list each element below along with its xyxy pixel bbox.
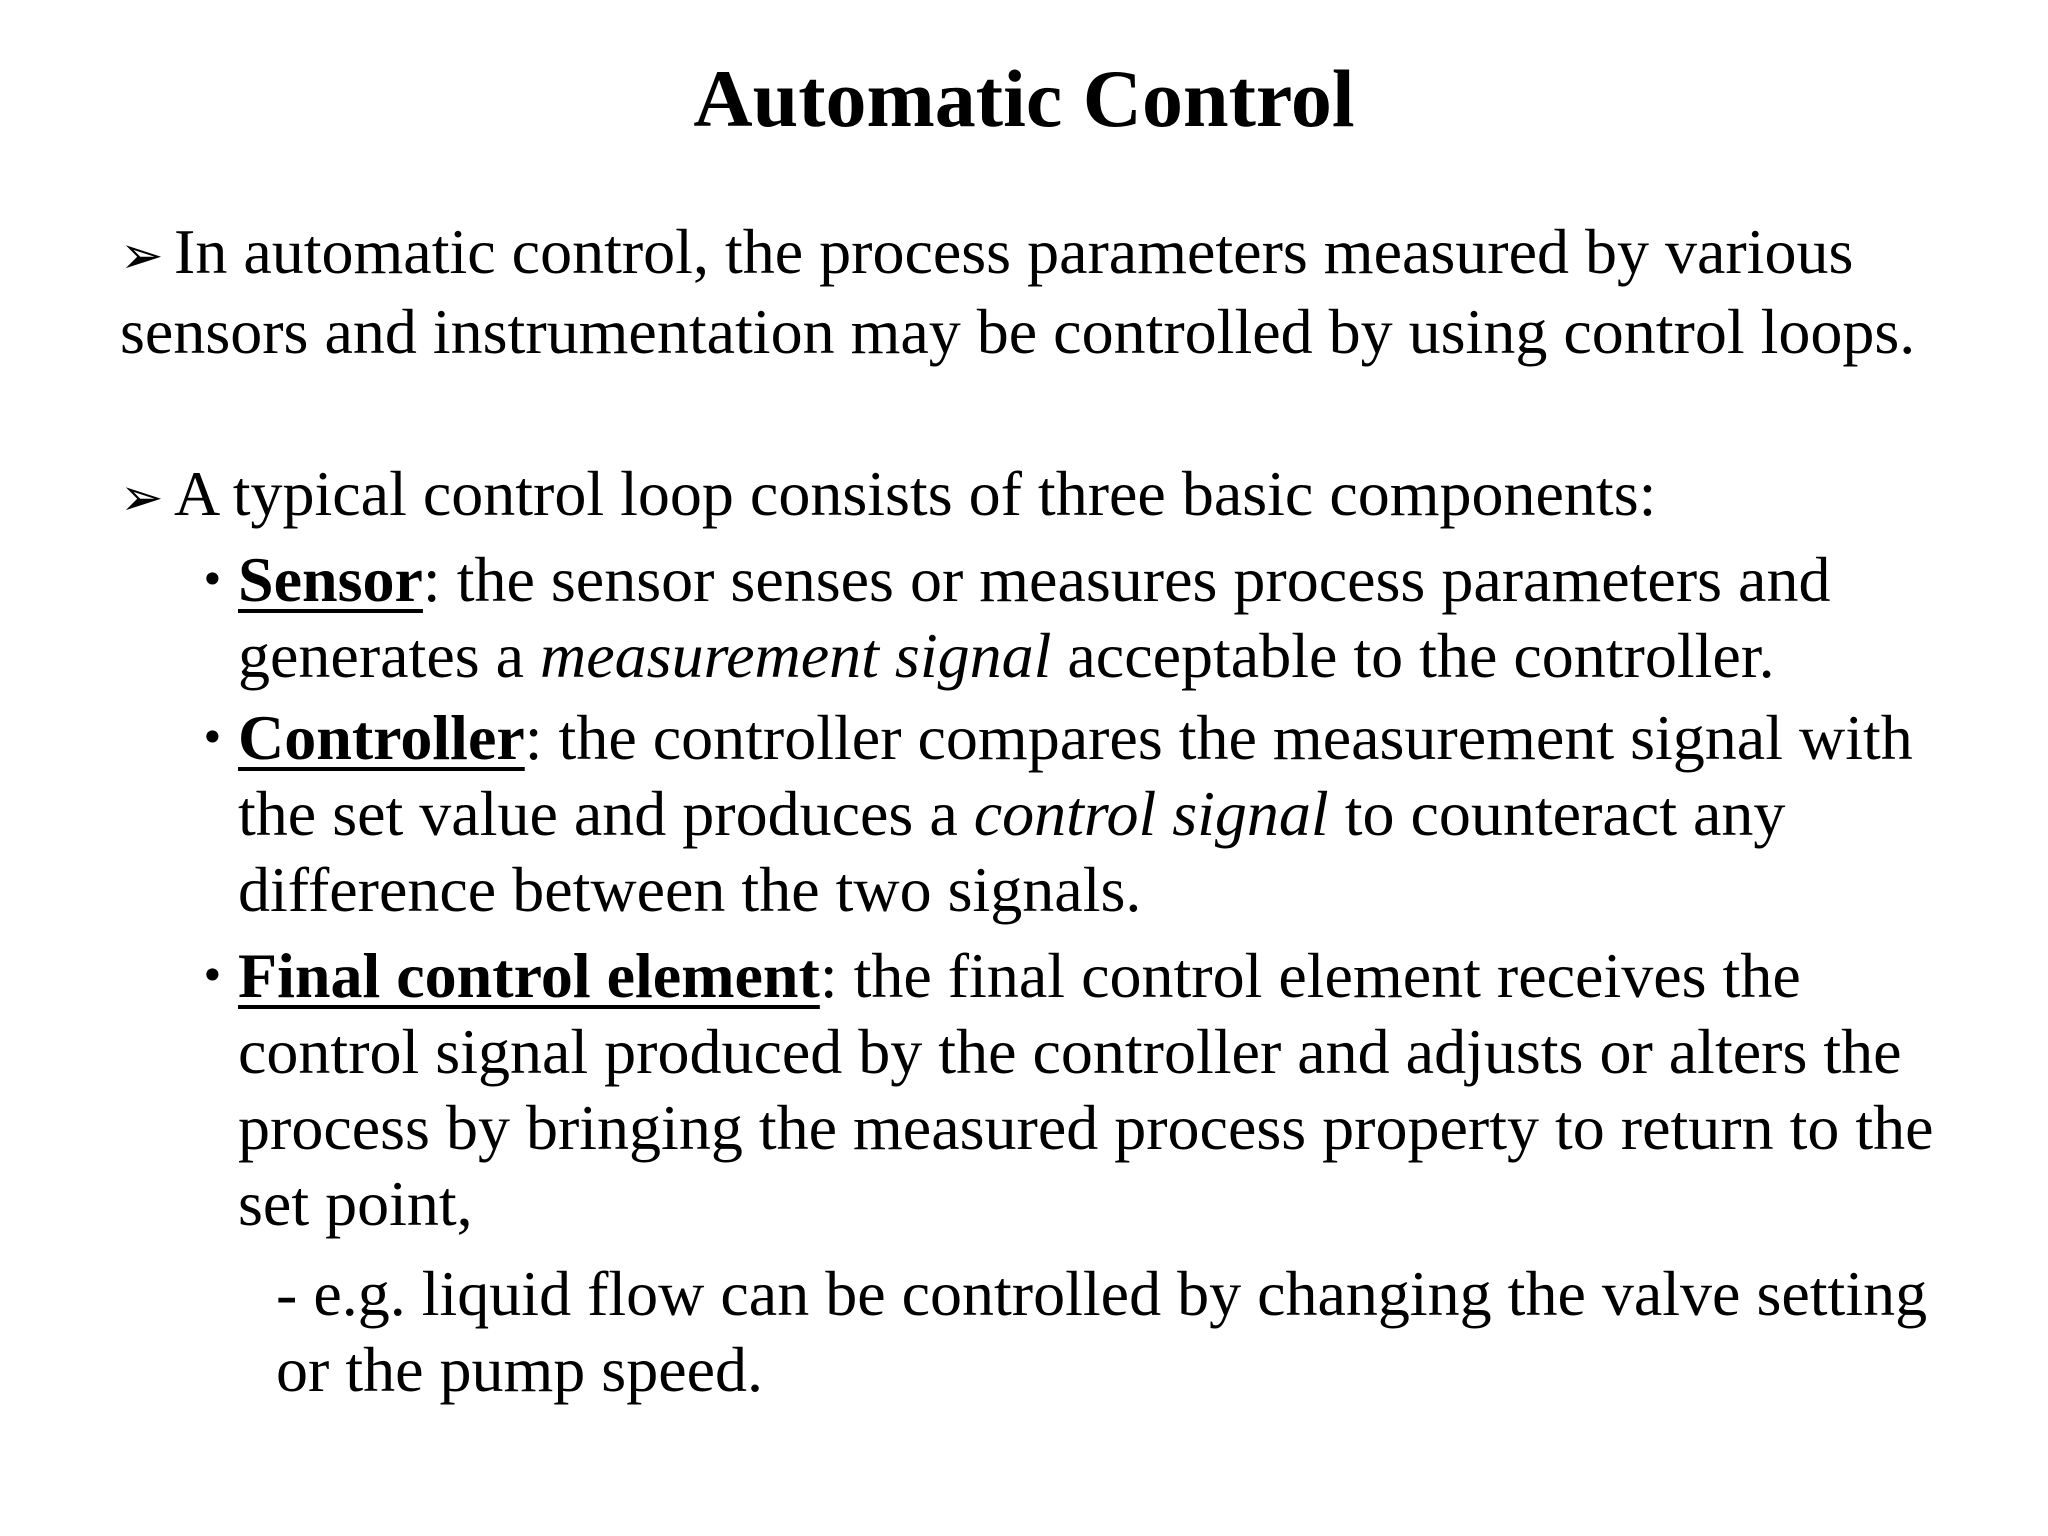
- component-final-control-element-text: Final control element: the final control element receives the control signal produced by the controller and adjusts or alters the process by bringing the measured process property to return to the set point,: [238, 940, 1934, 1239]
- control-signal-emphasis: control signal: [973, 778, 1329, 849]
- component-controller: [200, 700, 1980, 928]
- component-sensor: [200, 542, 1980, 694]
- example-note: - e.g. liquid flow can be controlled by changing the valve setting or the pump speed.: [276, 1258, 1928, 1405]
- component-sensor-text: Sensor: the sensor senses or measures process parameters and generates a measurement signal acceptable to the controller.: [238, 544, 1831, 691]
- arrow-point-1: [120, 214, 1960, 370]
- arrow-bullet-icon: ➢: [120, 226, 164, 286]
- arrow-bullet-icon: ➢: [120, 468, 164, 528]
- measurement-signal-emphasis: measurement signal: [540, 620, 1052, 691]
- bullet-dot-icon: •: [200, 951, 225, 1000]
- term-final-control-element: Final control element: [238, 940, 820, 1011]
- component-final-control-element: [200, 938, 1980, 1242]
- bullet-dot-icon: •: [200, 713, 225, 762]
- term-sensor: Sensor: [238, 544, 423, 615]
- slide-title: Automatic Control: [693, 53, 1355, 144]
- term-controller: Controller: [238, 702, 525, 773]
- point-1-text: In automatic control, the process parameters measured by various sensors and instrumentation may be controlled by using control loops.: [120, 216, 1916, 367]
- bullet-dot-icon: •: [200, 555, 225, 604]
- arrow-point-2: [120, 456, 1960, 536]
- component-controller-text: Controller: the controller compares the measurement signal with the set value and produces a control signal to counteract any difference between the two signals.: [238, 702, 1913, 925]
- point-2-text: A typical control loop consists of three basic components:: [174, 458, 1657, 529]
